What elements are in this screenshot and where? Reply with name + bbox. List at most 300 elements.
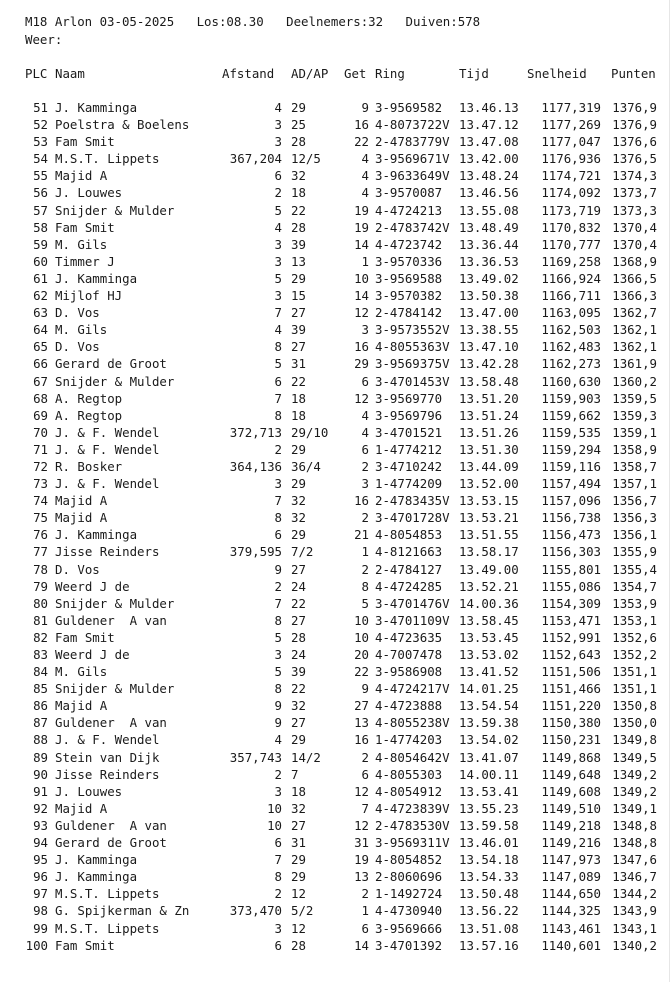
- cell-get: 1: [361, 903, 369, 919]
- cell-naam: J. & F. Wendel: [55, 732, 160, 748]
- cell-ring: 4-8073722V: [375, 117, 450, 133]
- cell-get: 12: [354, 305, 369, 321]
- cell-ring: 4-4723635: [375, 629, 443, 645]
- cell-tijd: 13.59.38: [459, 715, 519, 731]
- cell-ring: 1-4774203: [375, 732, 443, 748]
- cell-punten: 1347,6: [612, 852, 657, 868]
- cell-snelheid: 1159,535: [541, 424, 601, 440]
- cell-punten: 1340,2: [612, 937, 657, 953]
- cell-snelheid: 1153,471: [541, 612, 601, 628]
- cell-ring: 3-4701392: [375, 937, 443, 953]
- cell-plc: 75: [33, 510, 48, 526]
- cell-afstand: 10: [267, 817, 282, 833]
- cell-ring: 3-9570087: [375, 185, 443, 201]
- cell-plc: 71: [33, 441, 48, 457]
- cell-tijd: 13.54.02: [459, 732, 519, 748]
- table-row: [0, 373, 670, 390]
- cell-punten: 1357,1: [612, 476, 657, 492]
- cell-punten: 1370,4: [612, 236, 657, 252]
- cell-ring: 1-4774212: [375, 441, 443, 457]
- cell-afstand: 3: [274, 476, 282, 492]
- table-row: [0, 509, 670, 526]
- cell-plc: 64: [33, 322, 48, 338]
- cell-snelheid: 1163,095: [541, 305, 601, 321]
- cell-afstand: 372,713: [229, 424, 282, 440]
- pigeons-count: Duiven:578: [405, 14, 481, 29]
- cell-ring: 3-4710242: [375, 458, 443, 474]
- cell-afstand: 5: [274, 664, 282, 680]
- cell-snelheid: 1149,608: [541, 783, 601, 799]
- cell-ring: 4-8054853: [375, 527, 443, 543]
- cell-plc: 85: [33, 681, 48, 697]
- cell-punten: 1343,9: [612, 903, 657, 919]
- cell-snelheid: 1155,801: [541, 561, 601, 577]
- cell-punten: 1348,8: [612, 817, 657, 833]
- cell-tijd: 13.42.00: [459, 151, 519, 167]
- table-row: [0, 167, 670, 184]
- table-row: [0, 663, 670, 680]
- cell-plc: 86: [33, 698, 48, 714]
- cell-adap: 32: [291, 168, 306, 184]
- cell-snelheid: 1147,089: [541, 869, 601, 885]
- table-row: [0, 338, 670, 355]
- cell-plc: 65: [33, 339, 48, 355]
- cell-naam: M. Gils: [55, 322, 108, 338]
- cell-get: 12: [354, 783, 369, 799]
- table-row: [0, 116, 670, 133]
- cell-naam: Guldener A van: [55, 612, 167, 628]
- cell-plc: 98: [33, 903, 48, 919]
- cell-punten: 1349,2: [612, 783, 657, 799]
- cell-punten: 1352,6: [612, 629, 657, 645]
- cell-get: 4: [361, 151, 369, 167]
- cell-ring: 3-9569582: [375, 100, 443, 115]
- cell-punten: 1376,5: [612, 151, 657, 167]
- cell-ring: 2-4783435V: [375, 493, 450, 509]
- cell-snelheid: 1149,648: [541, 766, 601, 782]
- cell-tijd: 13.50.38: [459, 288, 519, 304]
- cell-punten: 1376,9: [612, 100, 657, 115]
- cell-afstand: 7: [274, 852, 282, 868]
- cell-tijd: 13.56.22: [459, 903, 519, 919]
- table-row: [0, 253, 670, 270]
- cell-get: 6: [361, 920, 369, 936]
- table-row: [0, 150, 670, 167]
- cell-snelheid: 1170,832: [541, 219, 601, 235]
- cell-snelheid: 1169,258: [541, 253, 601, 269]
- cell-punten: 1349,5: [612, 749, 657, 765]
- cell-snelheid: 1162,273: [541, 356, 601, 372]
- table-row: [0, 595, 670, 612]
- cell-tijd: 13.51.08: [459, 920, 519, 936]
- cell-get: 3: [361, 322, 369, 338]
- cell-afstand: 8: [274, 339, 282, 355]
- cell-adap: 29: [291, 852, 306, 868]
- cell-punten: 1344,2: [612, 886, 657, 902]
- cell-tijd: 13.47.08: [459, 134, 519, 150]
- cell-snelheid: 1159,903: [541, 390, 601, 406]
- table-row: [0, 885, 670, 902]
- cell-ring: 4-4723742: [375, 236, 443, 252]
- cell-naam: Jisse Reinders: [55, 544, 160, 560]
- cell-snelheid: 1152,991: [541, 629, 601, 645]
- cell-afstand: 3: [274, 236, 282, 252]
- table-row: [0, 561, 670, 578]
- cell-punten: 1355,9: [612, 544, 657, 560]
- cell-ring: 3-9569770: [375, 390, 443, 406]
- cell-naam: J. Kamminga: [55, 869, 138, 885]
- cell-snelheid: 1159,116: [541, 458, 601, 474]
- cell-afstand: 8: [274, 681, 282, 697]
- cell-get: 14: [354, 236, 369, 252]
- cell-naam: J. & F. Wendel: [55, 476, 160, 492]
- cell-plc: 77: [33, 544, 48, 560]
- cell-plc: 94: [33, 835, 48, 851]
- cell-tijd: 13.58.17: [459, 544, 519, 560]
- cell-ring: 4-8121663: [375, 544, 443, 560]
- cell-adap: 27: [291, 339, 306, 355]
- cell-naam: Fam Smit: [55, 219, 115, 235]
- cell-afstand: 7: [274, 493, 282, 509]
- cell-adap: 15: [291, 288, 306, 304]
- cell-tijd: 13.59.58: [459, 817, 519, 833]
- cell-tijd: 13.58.48: [459, 373, 519, 389]
- cell-punten: 1356,3: [612, 510, 657, 526]
- cell-naam: Stein van Dijk: [55, 749, 160, 765]
- cell-punten: 1376,6: [612, 134, 657, 150]
- cell-afstand: 3: [274, 134, 282, 150]
- cell-plc: 80: [33, 595, 48, 611]
- cell-snelheid: 1154,309: [541, 595, 601, 611]
- cell-tijd: 14.00.11: [459, 766, 519, 782]
- cell-adap: 36/4: [291, 458, 321, 474]
- cell-punten: 1353,9: [612, 595, 657, 611]
- cell-get: 16: [354, 732, 369, 748]
- cell-naam: J. Kamminga: [55, 270, 138, 286]
- cell-naam: Majid A: [55, 698, 108, 714]
- race-title: M18 Arlon 03-05-2025: [25, 14, 175, 29]
- cell-plc: 57: [33, 202, 48, 218]
- cell-afstand: 8: [274, 510, 282, 526]
- cell-punten: 1349,1: [612, 800, 657, 816]
- table-row: [0, 646, 670, 663]
- cell-get: 20: [354, 647, 369, 662]
- cell-ring: 3-9569796: [375, 407, 443, 423]
- table-row: [0, 133, 670, 150]
- cell-tijd: 13.50.48: [459, 886, 519, 902]
- cell-ring: 2-4783742V: [375, 219, 450, 235]
- cell-plc: 59: [33, 236, 48, 252]
- table-row: [0, 526, 670, 543]
- cell-plc: 79: [33, 578, 48, 594]
- cell-get: 2: [361, 749, 369, 765]
- cell-tijd: 13.51.26: [459, 424, 519, 440]
- cell-get: 3: [361, 476, 369, 492]
- cell-naam: Guldener A van: [55, 715, 167, 731]
- cell-naam: Snijder & Mulder: [55, 202, 175, 218]
- cell-tijd: 13.55.23: [459, 800, 519, 816]
- cell-adap: 28: [291, 629, 306, 645]
- cell-adap: 24: [291, 578, 306, 594]
- cell-get: 4: [361, 407, 369, 423]
- cell-punten: 1358,7: [612, 458, 657, 474]
- cell-snelheid: 1151,220: [541, 698, 601, 714]
- cell-naam: Majid A: [55, 800, 108, 816]
- cell-get: 2: [361, 561, 369, 577]
- cell-punten: 1356,1: [612, 527, 657, 543]
- cell-ring: 4-4723839V: [375, 800, 450, 816]
- cell-punten: 1362,7: [612, 305, 657, 321]
- cell-afstand: 357,743: [229, 749, 282, 765]
- cell-afstand: 4: [274, 100, 282, 115]
- cell-ring: 3-4701476V: [375, 595, 450, 611]
- cell-tijd: 13.41.52: [459, 664, 519, 680]
- cell-punten: 1350,0: [612, 715, 657, 731]
- cell-adap: 28: [291, 134, 306, 150]
- cell-adap: 29: [291, 869, 306, 885]
- cell-plc: 90: [33, 766, 48, 782]
- cell-naam: Jisse Reinders: [55, 766, 160, 782]
- cell-ring: 4-4724285: [375, 578, 443, 594]
- table-row: [0, 475, 670, 492]
- cell-snelheid: 1152,643: [541, 647, 601, 662]
- cell-naam: J. Louwes: [55, 185, 123, 201]
- cell-afstand: 3: [274, 288, 282, 304]
- cell-naam: Snijder & Mulder: [55, 595, 175, 611]
- cell-get: 13: [354, 869, 369, 885]
- cell-naam: M. Gils: [55, 236, 108, 252]
- cell-naam: D. Vos: [55, 339, 100, 355]
- cell-snelheid: 1170,777: [541, 236, 601, 252]
- cell-plc: 69: [33, 407, 48, 423]
- table-row: [0, 612, 670, 629]
- table-row: [0, 355, 670, 372]
- table-row: [0, 800, 670, 817]
- cell-tijd: 13.49.00: [459, 561, 519, 577]
- participants-count: Deelnemers:32: [286, 14, 384, 29]
- cell-punten: 1350,8: [612, 698, 657, 714]
- col-snelheid: Snelheid: [527, 66, 587, 81]
- cell-snelheid: 1176,936: [541, 151, 601, 167]
- cell-snelheid: 1156,303: [541, 544, 601, 560]
- cell-plc: 56: [33, 185, 48, 201]
- cell-naam: J. & F. Wendel: [55, 424, 160, 440]
- cell-naam: J. Kamminga: [55, 852, 138, 868]
- cell-afstand: 6: [274, 835, 282, 851]
- cell-plc: 78: [33, 561, 48, 577]
- cell-snelheid: 1156,473: [541, 527, 601, 543]
- table-row: [0, 783, 670, 800]
- cell-get: 16: [354, 339, 369, 355]
- cell-get: 4: [361, 424, 369, 440]
- cell-plc: 53: [33, 134, 48, 150]
- cell-plc: 55: [33, 168, 48, 184]
- cell-naam: J. & F. Wendel: [55, 441, 160, 457]
- cell-ring: 3-9569375V: [375, 356, 450, 372]
- cell-adap: 7/2: [291, 544, 314, 560]
- cell-tijd: 13.41.07: [459, 749, 519, 765]
- cell-tijd: 13.53.41: [459, 783, 519, 799]
- cell-naam: Gerard de Groot: [55, 835, 167, 851]
- cell-get: 13: [354, 715, 369, 731]
- cell-snelheid: 1174,721: [541, 168, 601, 184]
- cell-plc: 100: [25, 937, 48, 953]
- cell-punten: 1359,3: [612, 407, 657, 423]
- cell-snelheid: 1151,466: [541, 681, 601, 697]
- cell-punten: 1343,1: [612, 920, 657, 936]
- cell-ring: 3-9573552V: [375, 322, 450, 338]
- cell-snelheid: 1149,216: [541, 835, 601, 851]
- cell-ring: 2-8060696: [375, 869, 443, 885]
- cell-punten: 1373,3: [612, 202, 657, 218]
- table-row: [0, 321, 670, 338]
- cell-naam: A. Regtop: [55, 390, 123, 406]
- cell-adap: 39: [291, 664, 306, 680]
- cell-adap: 14/2: [291, 749, 321, 765]
- column-headers: [0, 65, 670, 82]
- cell-plc: 68: [33, 390, 48, 406]
- cell-get: 1: [361, 544, 369, 560]
- cell-ring: 3-9569671V: [375, 151, 450, 167]
- cell-adap: 39: [291, 236, 306, 252]
- cell-get: 31: [354, 835, 369, 851]
- cell-snelheid: 1155,086: [541, 578, 601, 594]
- cell-adap: 29: [291, 100, 306, 115]
- cell-naam: Fam Smit: [55, 937, 115, 953]
- cell-tijd: 13.47.12: [459, 117, 519, 133]
- cell-plc: 95: [33, 852, 48, 868]
- cell-adap: 27: [291, 817, 306, 833]
- cell-snelheid: 1160,630: [541, 373, 601, 389]
- col-naam: Naam: [55, 66, 85, 81]
- cell-afstand: 10: [267, 800, 282, 816]
- cell-punten: 1366,5: [612, 270, 657, 286]
- cell-tijd: 13.36.44: [459, 236, 519, 252]
- cell-afstand: 7: [274, 390, 282, 406]
- cell-afstand: 4: [274, 732, 282, 748]
- col-adap: AD/AP: [291, 66, 329, 81]
- cell-plc: 66: [33, 356, 48, 372]
- table-row: [0, 407, 670, 424]
- cell-snelheid: 1150,231: [541, 732, 601, 748]
- table-row: [0, 920, 670, 937]
- cell-get: 4: [361, 185, 369, 201]
- cell-snelheid: 1177,269: [541, 117, 601, 133]
- cell-tijd: 13.51.30: [459, 441, 519, 457]
- cell-snelheid: 1149,218: [541, 817, 601, 833]
- cell-snelheid: 1157,494: [541, 476, 601, 492]
- cell-snelheid: 1150,380: [541, 715, 601, 731]
- table-row: [0, 99, 670, 116]
- cell-afstand: 7: [274, 305, 282, 321]
- cell-adap: 13: [291, 253, 306, 269]
- cell-tijd: 13.53.45: [459, 629, 519, 645]
- cell-punten: 1352,2: [612, 647, 657, 662]
- cell-plc: 58: [33, 219, 48, 235]
- cell-afstand: 2: [274, 886, 282, 902]
- col-ring: Ring: [375, 66, 405, 81]
- cell-adap: 29: [291, 527, 306, 543]
- cell-snelheid: 1159,294: [541, 441, 601, 457]
- cell-get: 7: [361, 800, 369, 816]
- cell-plc: 62: [33, 288, 48, 304]
- cell-snelheid: 1140,601: [541, 937, 601, 953]
- cell-adap: 29: [291, 441, 306, 457]
- cell-ring: 3-9569666: [375, 920, 443, 936]
- cell-ring: 4-8055303: [375, 766, 443, 782]
- cell-plc: 60: [33, 253, 48, 269]
- release-time: Los:08.30: [196, 14, 264, 29]
- cell-get: 2: [361, 886, 369, 902]
- cell-ring: 3-4701521: [375, 424, 443, 440]
- cell-tijd: 13.46.13: [459, 100, 519, 115]
- cell-ring: 4-4724217V: [375, 681, 450, 697]
- cell-ring: 2-4784142: [375, 305, 443, 321]
- cell-get: 19: [354, 219, 369, 235]
- cell-naam: Fam Smit: [55, 629, 115, 645]
- cell-ring: 2-4784127: [375, 561, 443, 577]
- cell-afstand: 8: [274, 869, 282, 885]
- cell-tijd: 13.53.15: [459, 493, 519, 509]
- cell-plc: 70: [33, 424, 48, 440]
- cell-get: 12: [354, 390, 369, 406]
- table-row: [0, 851, 670, 868]
- table-row: [0, 578, 670, 595]
- cell-get: 22: [354, 664, 369, 680]
- cell-get: 14: [354, 288, 369, 304]
- cell-tijd: 13.47.00: [459, 305, 519, 321]
- cell-adap: 27: [291, 715, 306, 731]
- col-afstand: Afstand: [222, 66, 275, 81]
- cell-adap: 29/10: [291, 424, 329, 440]
- cell-tijd: 13.36.53: [459, 253, 519, 269]
- results-table: [0, 99, 670, 954]
- cell-adap: 27: [291, 561, 306, 577]
- cell-get: 22: [354, 134, 369, 150]
- table-row: [0, 270, 670, 287]
- cell-plc: 52: [33, 117, 48, 133]
- cell-plc: 73: [33, 476, 48, 492]
- cell-get: 12: [354, 817, 369, 833]
- table-row: [0, 902, 670, 919]
- table-row: [0, 458, 670, 475]
- cell-punten: 1366,3: [612, 288, 657, 304]
- cell-naam: Gerard de Groot: [55, 356, 167, 372]
- cell-snelheid: 1147,973: [541, 852, 601, 868]
- cell-adap: 12/5: [291, 151, 321, 167]
- cell-plc: 81: [33, 612, 48, 628]
- weather-line: Weer:: [25, 32, 63, 47]
- cell-snelheid: 1174,092: [541, 185, 601, 201]
- cell-tijd: 13.48.24: [459, 168, 519, 184]
- cell-ring: 4-8054912: [375, 783, 443, 799]
- cell-afstand: 9: [274, 715, 282, 731]
- table-row: [0, 441, 670, 458]
- cell-adap: 12: [291, 886, 306, 902]
- cell-adap: 25: [291, 117, 306, 133]
- race-header-line: [25, 13, 480, 30]
- cell-afstand: 6: [274, 937, 282, 953]
- cell-snelheid: 1151,506: [541, 664, 601, 680]
- table-row: [0, 202, 670, 219]
- cell-plc: 88: [33, 732, 48, 748]
- cell-adap: 7: [291, 766, 299, 782]
- cell-afstand: 5: [274, 356, 282, 372]
- cell-ring: 3-4701728V: [375, 510, 450, 526]
- cell-get: 1: [361, 253, 369, 269]
- cell-afstand: 9: [274, 698, 282, 714]
- cell-adap: 39: [291, 322, 306, 338]
